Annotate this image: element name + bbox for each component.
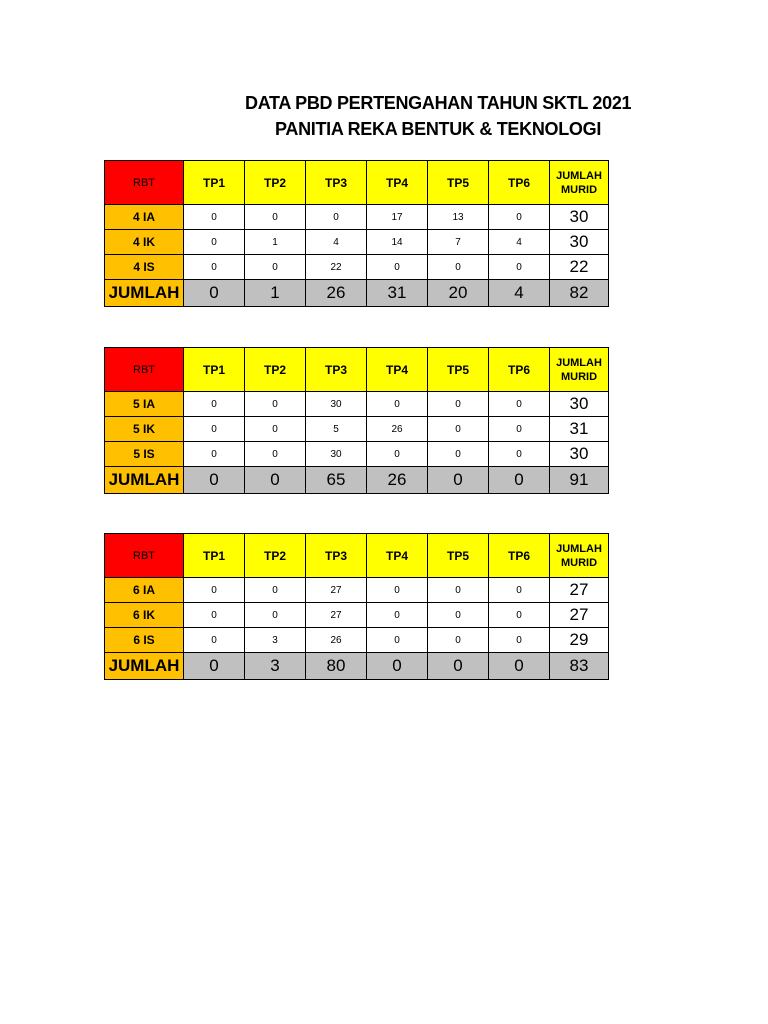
cell-tp5: 0	[428, 442, 489, 467]
cell-tp1: 0	[184, 442, 245, 467]
cell-tp6: 0	[489, 255, 550, 280]
header-jumlah-murid-line2: MURID	[560, 183, 598, 196]
header-rbt: RBT	[105, 348, 184, 392]
sum-tp3: 80	[306, 653, 367, 680]
sum-tp5: 0	[428, 467, 489, 494]
row-label: 6 IK	[105, 603, 184, 628]
cell-tp2: 1	[245, 230, 306, 255]
cell-total: 30	[550, 230, 609, 255]
row-label: 4 IA	[105, 205, 184, 230]
sum-tp6: 0	[489, 653, 550, 680]
cell-tp1: 0	[184, 230, 245, 255]
header-tp6: TP6	[489, 161, 550, 205]
table-row	[105, 603, 609, 628]
cell-tp3: 27	[306, 578, 367, 603]
table-year-6	[104, 533, 609, 680]
header-tp3: TP3	[306, 161, 367, 205]
header-tp3: TP3	[306, 534, 367, 578]
cell-tp3: 4	[306, 230, 367, 255]
cell-tp6: 0	[489, 205, 550, 230]
cell-tp1: 0	[184, 255, 245, 280]
cell-tp1: 0	[184, 205, 245, 230]
header-tp2: TP2	[245, 534, 306, 578]
row-label: 5 IS	[105, 442, 184, 467]
header-tp1: TP1	[184, 534, 245, 578]
cell-tp5: 0	[428, 628, 489, 653]
sum-tp6: 0	[489, 467, 550, 494]
header-tp4: TP4	[367, 348, 428, 392]
cell-total: 30	[550, 442, 609, 467]
cell-tp2: 0	[245, 255, 306, 280]
header-jumlah-murid-line2: MURID	[560, 556, 598, 569]
cell-tp6: 4	[489, 230, 550, 255]
row-label: 5 IA	[105, 392, 184, 417]
table-sum-row	[105, 653, 609, 680]
cell-tp4: 0	[367, 578, 428, 603]
sum-tp2: 3	[245, 653, 306, 680]
sum-tp1: 0	[184, 280, 245, 307]
cell-total: 30	[550, 205, 609, 230]
sum-tp2: 0	[245, 467, 306, 494]
cell-tp3: 27	[306, 603, 367, 628]
cell-tp4: 0	[367, 392, 428, 417]
cell-tp2: 0	[245, 603, 306, 628]
header-rbt: RBT	[105, 534, 184, 578]
table-sum-row	[105, 280, 609, 307]
cell-tp1: 0	[184, 603, 245, 628]
sum-label: JUMLAH	[105, 653, 184, 680]
cell-tp5: 0	[428, 255, 489, 280]
table-year-5	[104, 347, 609, 494]
sum-total: 82	[550, 280, 609, 307]
header-jumlah-murid-line2: MURID	[560, 370, 598, 383]
row-label: 6 IS	[105, 628, 184, 653]
sum-tp2: 1	[245, 280, 306, 307]
sum-label: JUMLAH	[105, 280, 184, 307]
header-jumlah-murid-line1: JUMLAH	[556, 169, 602, 182]
cell-total: 31	[550, 417, 609, 442]
cell-tp1: 0	[184, 417, 245, 442]
cell-tp4: 0	[367, 603, 428, 628]
header-jumlah-murid	[550, 161, 609, 205]
header-jumlah-murid	[550, 534, 609, 578]
cell-tp3: 30	[306, 392, 367, 417]
table-row	[105, 442, 609, 467]
cell-tp1: 0	[184, 578, 245, 603]
cell-total: 22	[550, 255, 609, 280]
sum-total: 91	[550, 467, 609, 494]
header-tp6: TP6	[489, 348, 550, 392]
cell-tp6: 0	[489, 578, 550, 603]
title-line-2: PANITIA REKA BENTUK & TEKNOLOGI	[275, 119, 602, 139]
header-rbt: RBT	[105, 161, 184, 205]
table-header-row	[105, 534, 609, 578]
cell-tp4: 0	[367, 442, 428, 467]
header-tp5: TP5	[428, 161, 489, 205]
cell-total: 30	[550, 392, 609, 417]
sum-tp4: 31	[367, 280, 428, 307]
row-label: 5 IK	[105, 417, 184, 442]
cell-tp3: 5	[306, 417, 367, 442]
header-tp1: TP1	[184, 348, 245, 392]
table-row	[105, 230, 609, 255]
cell-tp2: 3	[245, 628, 306, 653]
table-header-row	[105, 348, 609, 392]
cell-tp2: 0	[245, 392, 306, 417]
cell-tp4: 26	[367, 417, 428, 442]
sum-tp3: 65	[306, 467, 367, 494]
cell-tp2: 0	[245, 442, 306, 467]
header-tp2: TP2	[245, 348, 306, 392]
cell-tp2: 0	[245, 417, 306, 442]
header-tp4: TP4	[367, 534, 428, 578]
header-jumlah-murid-line1: JUMLAH	[556, 542, 602, 555]
row-label: 4 IK	[105, 230, 184, 255]
cell-tp4: 0	[367, 255, 428, 280]
table-row	[105, 417, 609, 442]
cell-total: 29	[550, 628, 609, 653]
cell-tp1: 0	[184, 392, 245, 417]
table-row	[105, 392, 609, 417]
header-tp4: TP4	[367, 161, 428, 205]
row-label: 6 IA	[105, 578, 184, 603]
sum-tp6: 4	[489, 280, 550, 307]
cell-tp3: 0	[306, 205, 367, 230]
header-tp3: TP3	[306, 348, 367, 392]
cell-tp3: 26	[306, 628, 367, 653]
cell-tp5: 0	[428, 417, 489, 442]
sum-tp3: 26	[306, 280, 367, 307]
table-row	[105, 255, 609, 280]
cell-total: 27	[550, 603, 609, 628]
table-year-4	[104, 160, 609, 307]
cell-tp4: 0	[367, 628, 428, 653]
sum-total: 83	[550, 653, 609, 680]
table-row	[105, 578, 609, 603]
table-row	[105, 205, 609, 230]
cell-tp4: 17	[367, 205, 428, 230]
table-header-row	[105, 161, 609, 205]
cell-tp2: 0	[245, 578, 306, 603]
sum-label: JUMLAH	[105, 467, 184, 494]
cell-tp5: 0	[428, 578, 489, 603]
row-label: 4 IS	[105, 255, 184, 280]
cell-tp1: 0	[184, 628, 245, 653]
cell-tp6: 0	[489, 392, 550, 417]
cell-tp2: 0	[245, 205, 306, 230]
cell-tp5: 0	[428, 603, 489, 628]
header-jumlah-murid-line1: JUMLAH	[556, 356, 602, 369]
title-line-1: DATA PBD PERTENGAHAN TAHUN SKTL 2021	[245, 93, 632, 113]
sum-tp1: 0	[184, 467, 245, 494]
cell-tp6: 0	[489, 628, 550, 653]
sum-tp4: 0	[367, 653, 428, 680]
cell-total: 27	[550, 578, 609, 603]
cell-tp5: 7	[428, 230, 489, 255]
header-tp1: TP1	[184, 161, 245, 205]
header-tp6: TP6	[489, 534, 550, 578]
header-tp2: TP2	[245, 161, 306, 205]
table-row	[105, 628, 609, 653]
cell-tp3: 22	[306, 255, 367, 280]
cell-tp3: 30	[306, 442, 367, 467]
cell-tp6: 0	[489, 603, 550, 628]
cell-tp5: 13	[428, 205, 489, 230]
cell-tp5: 0	[428, 392, 489, 417]
cell-tp6: 0	[489, 442, 550, 467]
sum-tp4: 26	[367, 467, 428, 494]
header-tp5: TP5	[428, 534, 489, 578]
sum-tp5: 20	[428, 280, 489, 307]
cell-tp6: 0	[489, 417, 550, 442]
table-sum-row	[105, 467, 609, 494]
sum-tp5: 0	[428, 653, 489, 680]
cell-tp4: 14	[367, 230, 428, 255]
header-tp5: TP5	[428, 348, 489, 392]
sum-tp1: 0	[184, 653, 245, 680]
header-jumlah-murid	[550, 348, 609, 392]
